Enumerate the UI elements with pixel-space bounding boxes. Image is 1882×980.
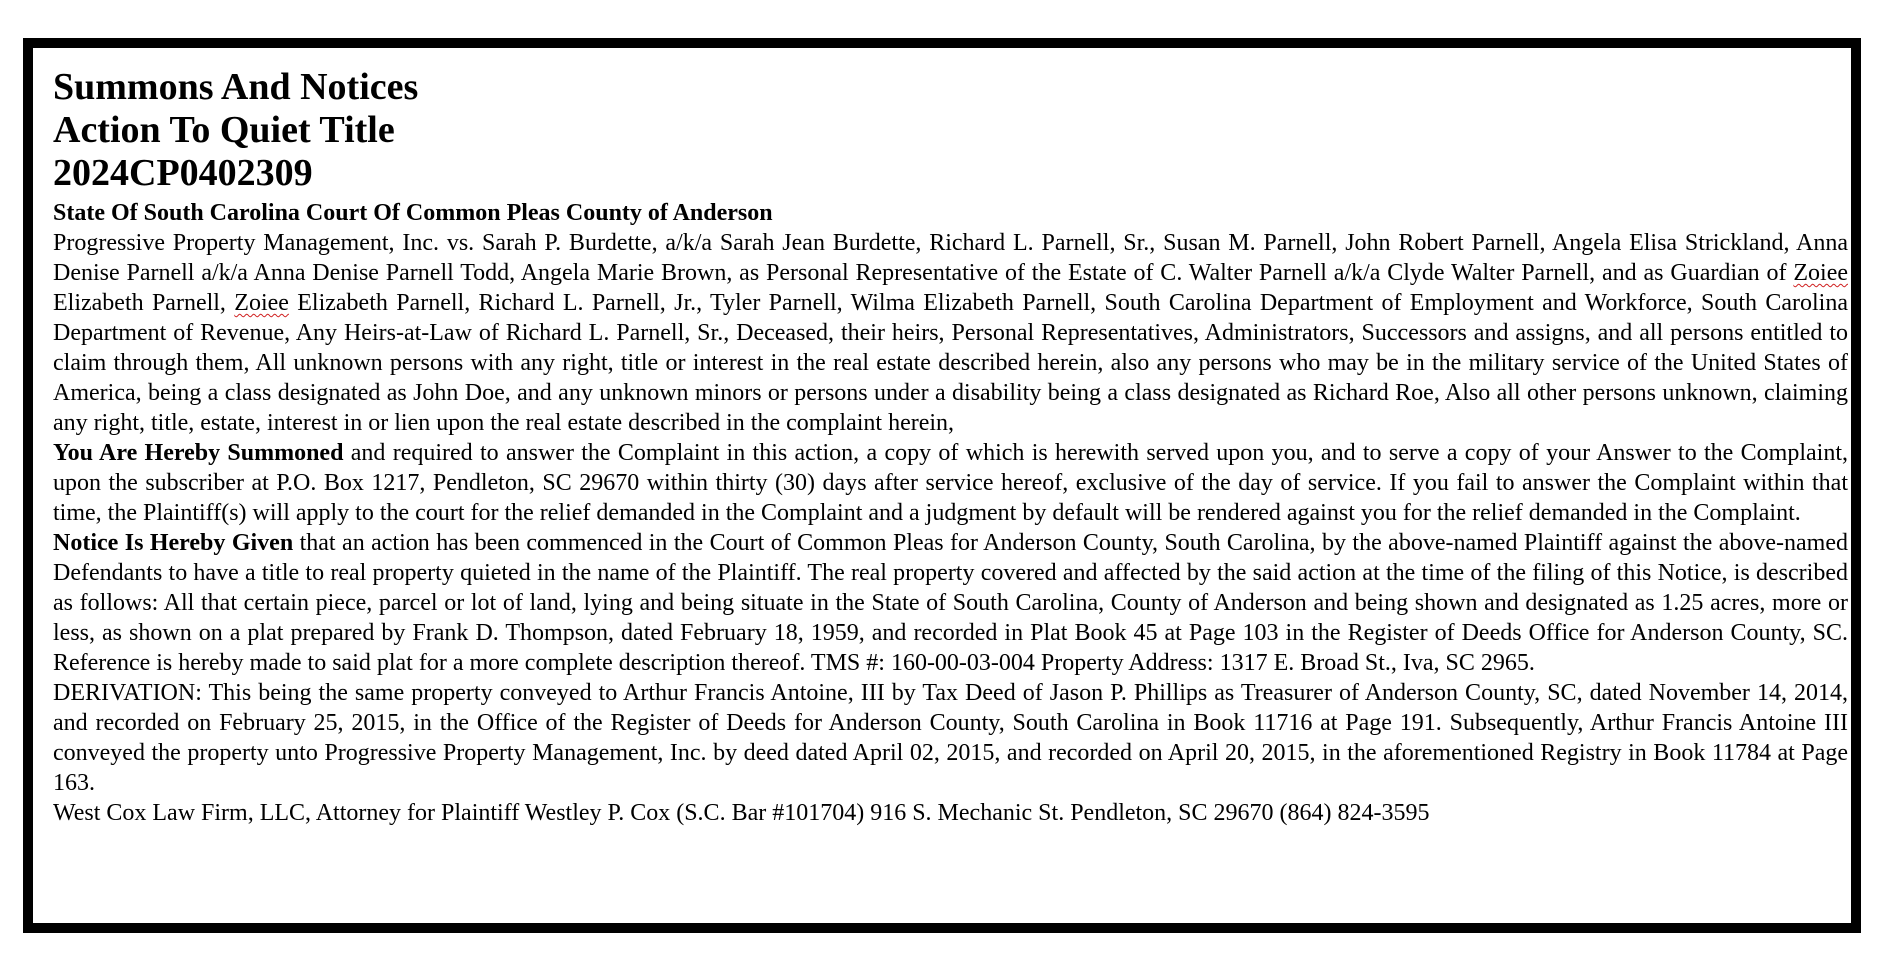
- summons-text: and required to answer the Complaint in this action, a copy of which is herewith served upon you, and to serve a copy of your Answer to the Complaint, upon the subscriber at P.O. Box 1217, Pendleton, SC 29670 within thirty (30) days after service hereof, exclusive of the day of service. If you fail to answer the Complaint within that time, the Plaintiff(s) will apply to the court for the relief demanded in the Complaint and a judgment by default will be rendered against you for the relief demanded in the Complaint.: [53, 440, 1848, 526]
- caption-name-zoiee-2: Zoiee: [234, 290, 289, 316]
- case-number-heading: 2024CP0402309: [53, 152, 313, 194]
- notice-paragraph: [53, 528, 1848, 678]
- case-caption-paragraph: [53, 228, 1848, 438]
- derivation-paragraph: DERIVATION: This being the same property conveyed to Arthur Francis Antoine, III by Tax Deed of Jason P. Phillips as Treasurer of Anderson County, SC, dated November 14, 2014, and recorded on February 25, 2015, in the Office of the Register of Deeds for Anderson County, South Carolina in Book 11716 at Page 191. Subsequently, Arthur Francis Antoine III conveyed the property unto Progressive Property Management, Inc. by deed dated April 02, 2015, and recorded on April 20, 2015, in the aforementioned Registry in Book 11784 at Page 163.: [53, 680, 1848, 796]
- attorney-paragraph: West Cox Law Firm, LLC, Attorney for Plaintiff Westley P. Cox (S.C. Bar #101704) 916 S. Mechanic St. Pendleton, SC 29670 (864) 824-3595: [53, 800, 1430, 826]
- notice-action-heading: Action To Quiet Title: [53, 109, 395, 151]
- legal-notice-frame: [23, 38, 1861, 933]
- caption-text-part3: Elizabeth Parnell, Richard L. Parnell, Jr., Tyler Parnell, Wilma Elizabeth Parnell, South Carolina Department of Employment and Workforce, South Carolina Department of Revenue, Any Heirs-at-Law of Richard L. Parnell, Sr., Deceased, their heirs, Personal Representatives, Administrators, Successors and assigns, and all persons entitled to claim through them, All unknown persons with any right, title or interest in the real estate described herein, also any persons who may be in the military service of the United States of America, being a class designated as John Doe, and any unknown minors or persons under a disability being a class designated as Richard Roe, Also all other persons unknown, claiming any right, title, estate, interest in or lien upon the real estate described in the complaint herein,: [53, 290, 1848, 436]
- summons-lead: You Are Hereby Summoned: [53, 440, 344, 466]
- legal-notice-body: [53, 66, 1848, 828]
- notice-lead: Notice Is Hereby Given: [53, 530, 294, 556]
- caption-text-part2: Elizabeth Parnell,: [53, 290, 235, 316]
- notice-category-heading: Summons And Notices: [53, 66, 419, 108]
- notice-text: that an action has been commenced in the Court of Common Pleas for Anderson County, South Carolina, by the above-named Plaintiff against the above-named Defendants to have a title to real property quieted in the name of the Plaintiff. The real property covered and affected by the said action at the time of the filing of this Notice, is described as follows: All that certain piece, parcel or lot of land, lying and being situate in the State of South Carolina, County of Anderson and being shown and designated as 1.25 acres, more or less, as shown on a plat prepared by Frank D. Thompson, dated February 18, 1959, and recorded in Plat Book 45 at Page 103 in the Register of Deeds Office for Anderson County, SC. Reference is hereby made to said plat for a more complete description thereof. TMS #: 160-00-03-004 Property Address: 1317 E. Broad St., Iva, SC 2965.: [53, 530, 1848, 676]
- court-heading: State Of South Carolina Court Of Common Pleas County of Anderson: [53, 200, 773, 226]
- caption-name-zoiee-1: Zoiee: [1793, 260, 1848, 286]
- caption-text-part1: Progressive Property Management, Inc. vs. Sarah P. Burdette, a/k/a Sarah Jean Burdette, Richard L. Parnell, Sr., Susan M. Parnell, John Robert Parnell, Angela Elisa Strickland, Anna Denise Parnell a/k/a Anna Denise Parnell Todd, Angela Marie Brown, as Personal Representative of the Estate of C. Walter Parnell a/k/a Clyde Walter Parnell, and as Guardian of: [53, 230, 1848, 286]
- summons-paragraph: [53, 438, 1848, 528]
